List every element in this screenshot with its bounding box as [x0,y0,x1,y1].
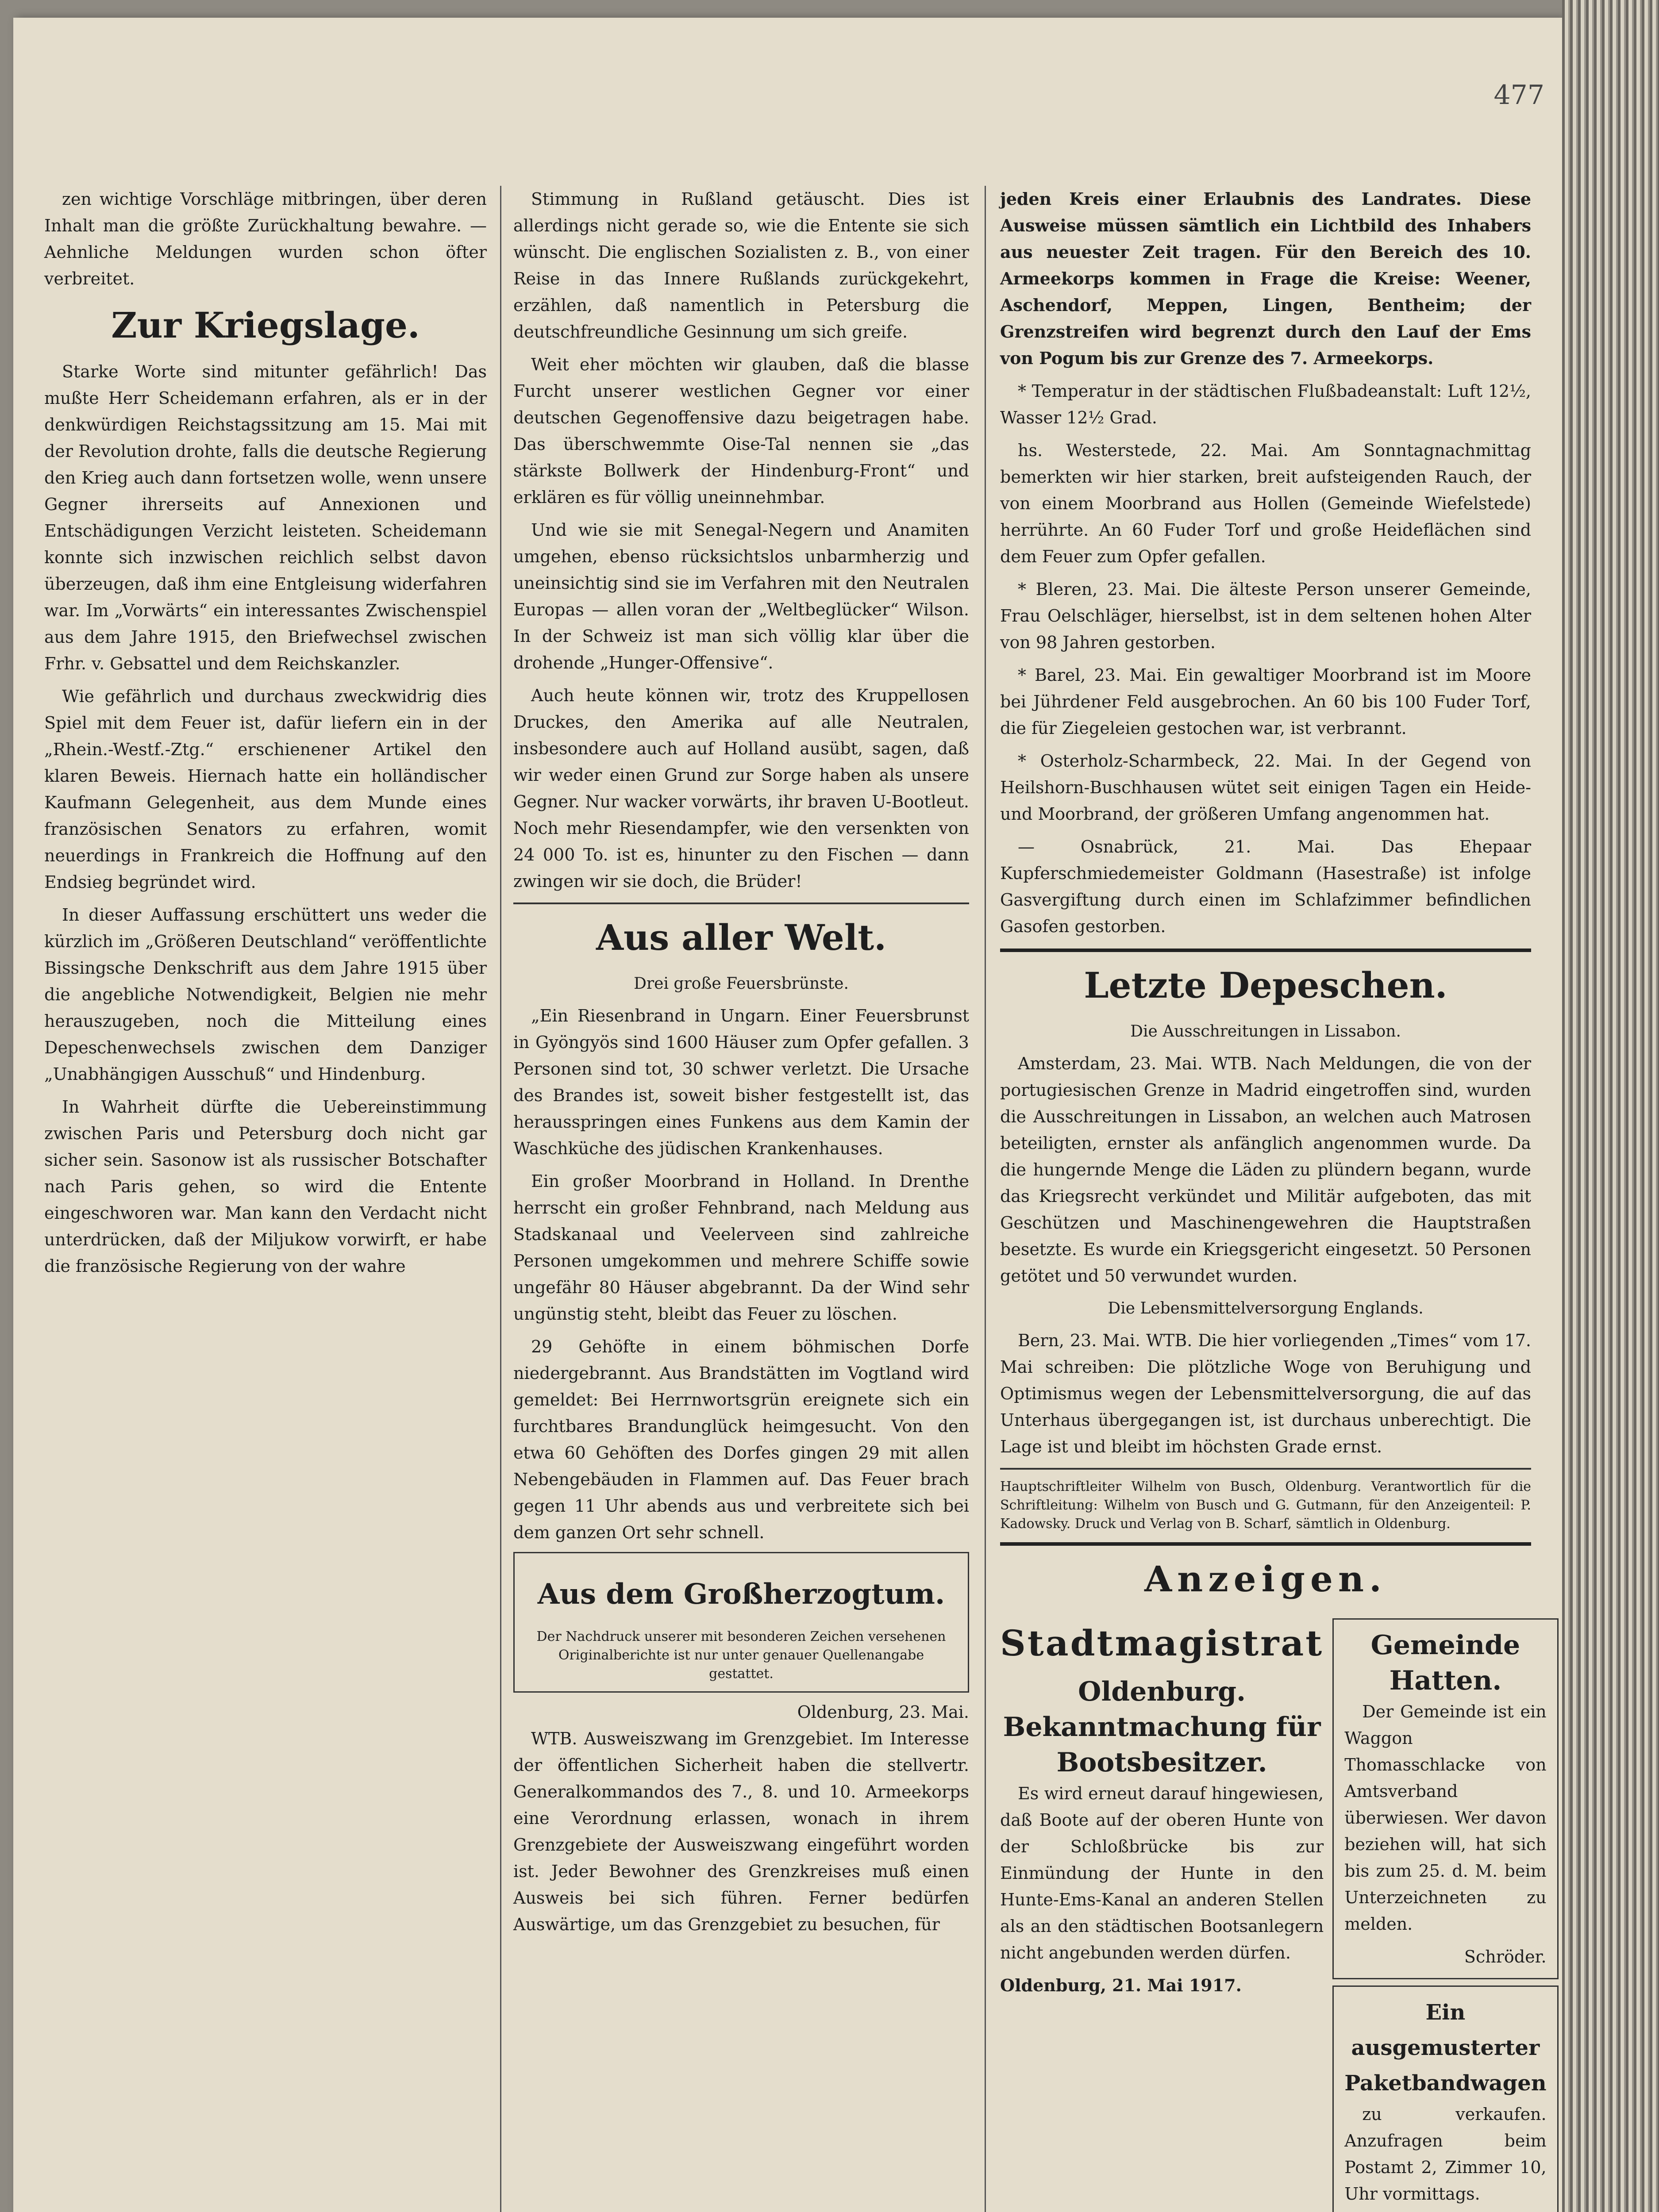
ad-sign: Schröder. [1464,1947,1547,1966]
grenzgebiet-text: jeden Kreis einer Erlaubnis des Landrates. Diese Ausweise müssen sämtlich ein Lichtbild des Inhabers aus neuester Zeit tragen. Für den Bereich des 10. Armeekorps kommen in Frage die Kreise: Weener, Aschendorf, Meppen, Lingen, Bentheim; der Grenzstreifen wird begrenzt durch den Lauf der Ems von Pogum bis zur Grenze des 7. Armeekorps. [1000,189,1531,368]
page-number: 477 [1493,80,1544,111]
column-1 [44,186,487,1286]
ad-stadtmagistrat [1000,1612,1324,2212]
ad-title: Stadtmagistrat [1000,1622,1324,1664]
paragraph: Und wie sie mit Senegal-Negern und Anamiten umgehen, ebenso rücksichtslos unbarmherzig und uneinsichtig sind sie im Verfahren mit den Neutralen Europas — allen voran der „Weltbeglücker“ Wilson. In der Schweiz ist man sich völlig klar über die drohende „Hunger-Offensive“. [513,520,969,672]
paragraph: Starke Worte sind mitunter gefährlich! Das mußte Herr Scheidemann erfahren, als er in der denkwürdigen Reichstagssitzung am 15. Mai mit der Revolution drohte, falls die deutsche Regierung den Krieg auch dann fortsetzen wolle, wenn unsere Gegner ihrerseits auf Annexionen und Entschädigungen Verzicht leisteten. Scheidemann konnte sich inzwischen reichlich selbst davon überzeugen, daß ihm eine Entgleisung widerfahren war. Im „Vorwärts“ ein interessantes Zwischenspiel aus dem Jahre 1915, den Briefwechsel zwischen Frhr. v. Gebsattel und dem Reichskanzler. [44,362,487,673]
headline-aus-aller-welt: Aus aller Welt. [596,917,887,958]
newspaper-page [13,18,1562,2212]
paragraph: — Osnabrück, 21. Mai. Das Ehepaar Kupferschmiedemeister Goldmann (Hasestraße) ist infolge Gasvergiftung durch einen im Schlafzimmer befindlichen Gasofen gestorben. [1000,837,1531,936]
column-3 [1000,186,1547,2212]
reprint-note: Der Nachdruck unserer mit besonderen Zeichen versehenen Originalberichte ist nur unter genauer Quellenangabe gestattet. [536,1629,946,1682]
paragraph: * Osterholz-Scharmbeck, 22. Mai. In der Gegend von Heilshorn-Buschhausen wütet seit einigen Tagen ein Heide- und Moorbrand, der größeren Umfang angenommen hat. [1000,751,1531,824]
column-divider [985,186,986,2212]
paragraph: Ein großer Moorbrand in Holland. In Drenthe herrscht ein großer Fehnbrand, nach Meldung aus Stadskanaal und Veelerveen sind zahlreiche Personen umgekommen und mehrere Schiffe sowie ungefähr 80 Häuser abgebrannt. Da der Wind sehr ungünstig steht, bleibt das Feuer zu löschen. [513,1171,969,1324]
ad-text: Der Gemeinde ist ein Waggon Thomasschlacke von Amtsverband überwiesen. Wer davon beziehen will, hat sich bis zum 25. d. M. beim Unterzeichneten zu melden. [1344,1702,1547,1934]
paragraph: hs. Westerstede, 22. Mai. Am Sonntagnachmittag bemerkten wir hier starken, breit aufsteigenden Rauch, der von einem Moorbrand aus Hollen (Gemeinde Wiefelstede) herrührte. An 60 Fuder Torf und große Heideflächen sind dem Feuer zum Opfer gefallen. [1000,441,1531,566]
ad-paketbandwagen [1332,1985,1558,2212]
dateline: Oldenburg, 23. Mai. [797,1702,969,1722]
intro-text: zen wichtige Vorschläge mitbringen, über deren Inhalt man die größte Zurückhaltung bewahre. — Aehnliche Meldungen wurden schon öfter verbreitet. [44,189,487,288]
paragraph: Weit eher möchten wir glauben, daß die blasse Furcht unserer westlichen Gegner vor einer deutschen Gegenoffensive dazu beigetragen habe. Das überschwemmte Oise-Tal nennen sie „das stärkste Bollwerk der Hindenburg-Front“ und erklären es für völlig uneinnehmbar. [513,355,969,507]
ad-gemeinde-hatten [1332,1618,1558,1979]
paragraph: Auch heute können wir, trotz des Kruppellosen Druckes, den Amerika auf alle Neutralen, insbesondere auch auf Holland ausübt, sagen, daß wir weder einen Grund zur Sorge haben als unsere Gegner. Nur wacker vorwärts, ihr braven U-Bootleut. Noch mehr Riesendampfer, wie den versenkten von 24 000 To. ist es, hinunter zu den Fischen — dann zwingen wir sie doch, die Brüder! [513,686,969,891]
divider [1000,1468,1531,1470]
paragraph: In dieser Auffassung erschüttert uns weder die kürzlich im „Größeren Deutschland“ veröffentlichte Bissingsche Denkschrift aus dem Jahre 1915 über die angebliche Notwendigkeit, Belgien nie mehr herauszugeben, noch die Mitteilung eines Depeschenwechsels zwischen dem Danziger „Unabhängigen Ausschuß“ und Hindenburg. [44,905,487,1084]
subheadline: Die Ausschreitungen in Lissabon. [1130,1022,1401,1041]
paragraph: * Barel, 23. Mai. Ein gewaltiger Moorbrand ist im Moore bei Jührdener Feld ausgebrochen. An 60 bis 100 Fuder Torf, die für Ziegeleien gestochen war, ist verbrannt. [1000,665,1531,738]
headline-anzeigen: Anzeigen. [1144,1558,1387,1600]
paragraph: Bern, 23. Mai. WTB. Die hier vorliegenden „Times“ vom 17. Mai schreiben: Die plötzliche Woge von Beruhigung und Optimismus wegen der Lebensmittelversorgung, die auf das Unterhaus übergegangen ist, ist durchaus unberechtigt. Die Lage ist und bleibt im höchsten Grade ernst. [1000,1331,1531,1456]
column-divider [500,186,501,2212]
grossherzogtum-box [513,1552,969,1693]
paragraph: 29 Gehöfte in einem böhmischen Dorfe niedergebrannt. Aus Brandstätten im Vogtland wird gemeldet: Bei Herrnwortsgrün ereignete sich ein furchtbares Brandunglück heimgesucht. Von den etwa 60 Gehöften des Dorfes gingen 29 mit allen Nebengebäuden in Flammen auf. Das Feuer brach gegen 11 Uhr abends aus und verbreitete sich bei dem ganzen Ort sehr schnell. [513,1337,969,1542]
subheadline: Die Lebensmittelversorgung Englands. [1108,1299,1424,1317]
divider [1000,949,1531,952]
subheadline: Drei große Feuersbrünste. [634,975,849,993]
ad-title: Gemeinde Hatten. [1370,1630,1520,1696]
ad-date: Oldenburg, 21. Mai 1917. [1000,1975,1242,1995]
temperature-note: * Temperatur in der städtischen Flußbadeanstalt: Luft 12½, Wasser 12½ Grad. [1000,381,1531,427]
ad-text: zu verkaufen. Anzufragen beim Postamt 2, Zimmer 10, Uhr vormittags. [1344,2104,1547,2204]
headline-kriegslage: Zur Kriegslage. [111,304,420,346]
column-2 [513,186,969,1944]
imprint: Hauptschriftleiter Wilhelm von Busch, Oldenburg. Verantwortlich für die Schriftleitung: Wilhelm von Busch und G. Gutmann, für den Anzeigenteil: P. Kadowsky. Druck und Verlag von B. Scharf, sämtlich in Oldenburg. [1000,1479,1531,1532]
headline-grossherzogtum: Aus dem Großherzogtum. [537,1578,945,1611]
book-spine [1562,0,1659,2212]
paragraph: Wie gefährlich und durchaus zweckwidrig dies Spiel mit dem Feuer ist, dafür liefern ein in der „Rhein.-Westf.-Ztg.“ erschienener Artikel den klaren Beweis. Hiernach hatte ein holländischer Kaufmann Gelegenheit, aus dem Munde eines französischen Senators zu erfahren, womit neuerdings in Frankreich die Hoffnung auf den Endsieg begründet wird. [44,687,487,892]
paragraph: Amsterdam, 23. Mai. WTB. Nach Meldungen, die von der portugiesischen Grenze in Madrid eingetroffen sind, wurden die Ausschreitungen in Lissabon, an welchen auch Matrosen beteiligten, ernster als anfänglich angenommen wurde. Da die hungernde Menge die Läden zu plündern begann, wurde das Kriegsrecht verkündet und Militär aufgeboten, das mit Geschützen und Maschinengewehren die Hauptstraßen besetzte. Es wurde ein Kriegsgericht eingesetzt. 50 Personen getötet und 50 verwundet wurden. [1000,1054,1531,1286]
paragraph: „Ein Riesenbrand in Ungarn. Einer Feuersbrunst in Gyöngyös sind 1600 Häuser zum Opfer gefallen. 3 Personen sind tot, 30 schwer verletzt. Die Ursache des Brandes ist, soweit bisher festgestellt ist, das herausspringen eines Funkens aus dem Kamin der Waschküche des jüdischen Krankenhauses. [513,1006,969,1158]
paragraph: In Wahrheit dürfte die Uebereinstimmung zwischen Paris und Petersburg doch nicht gar sicher sein. Sasonow ist als russischer Botschafter nach Paris gehen, so wird die Entente eingeschworen war. Man kann den Verdacht nicht unterdrücken, daß der Miljukow vorwirft, er habe die französische Regierung von der wahre [44,1097,487,1276]
ad-subtitle: Bekanntmachung für Bootsbesitzer. [1003,1712,1321,1778]
divider [513,902,969,904]
headline-letzte-depeschen: Letzte Depeschen. [1084,964,1447,1006]
ad-title: Ein ausgemusterter Paketbandwagen [1344,2000,1547,2096]
ad-text: Es wird erneut darauf hingewiesen, daß Boote auf der oberen Hunte von der Schloßbrücke bis zur Einmündung der Hunte in den Hunte-Ems-Kanal an anderen Stellen als an den städtischen Bootsanlegern nicht angebunden werden dürfen. [1000,1784,1324,1962]
ad-city: Oldenburg. [1078,1676,1246,1707]
paragraph: WTB. Ausweiszwang im Grenzgebiet. Im Interesse der öffentlichen Sicherheit haben die stellvertr. Generalkommandos des 7., 8. und 10. Armeekorps eine Verordnung erlassen, wonach in ihrem Grenzgebiete der Ausweiszwang eingeführt worden ist. Jeder Bewohner des Grenzkreises muß einen Ausweis bei sich führen. Ferner bedürfen Auswärtige, um das Grenzgebiet zu besuchen, für [513,1729,969,1934]
ad-column-right [1332,1612,1558,2212]
paragraph: Stimmung in Rußland getäuscht. Dies ist allerdings nicht gerade so, wie die Entente sie sich wünscht. Die englischen Sozialisten z. B., von einer Reise in das Innere Rußlands zurückgekehrt, erzählen, daß namentlich in Petersburg die deutschfreundliche Gesinnung um sich greife. [513,189,969,342]
paragraph: * Bleren, 23. Mai. Die älteste Person unserer Gemeinde, Frau Oelschläger, hierselbst, ist in dem seltenen hohen Alter von 98 Jahren gestorben. [1000,580,1531,652]
ads-area [1000,1612,1547,2212]
divider [1000,1542,1531,1546]
